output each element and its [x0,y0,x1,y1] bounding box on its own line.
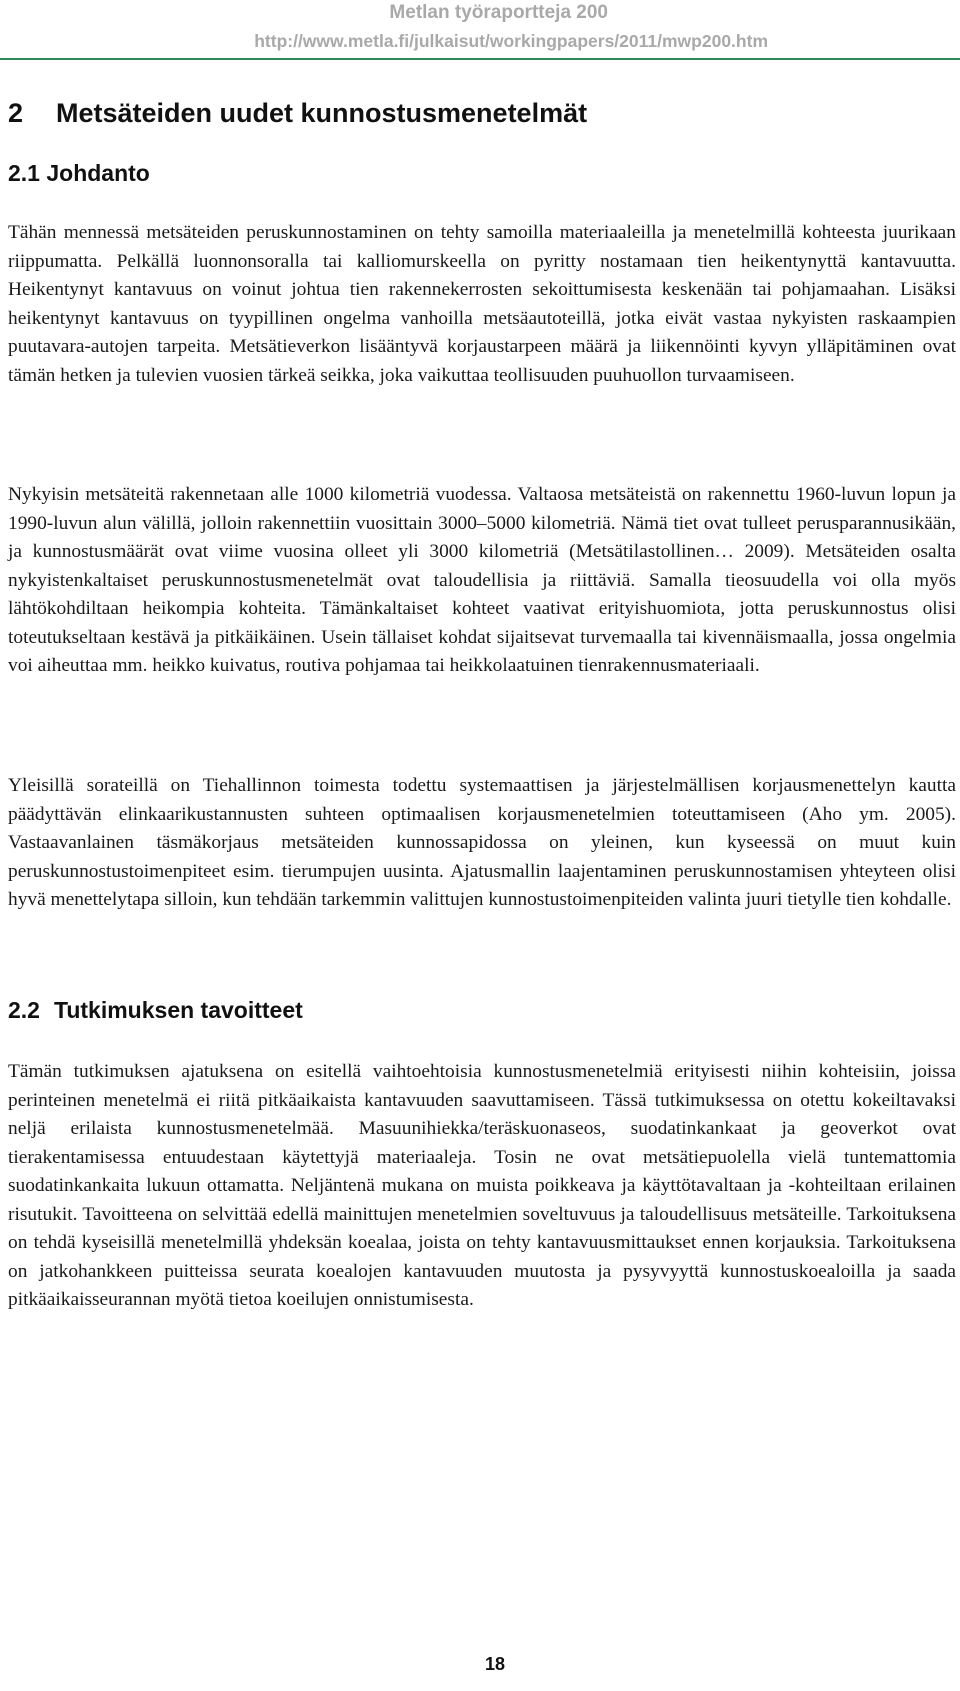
paragraph: Nykyisin metsäteitä rakennetaan alle 1000 kilometriä vuodessa. Valtaosa metsäteistä on rakennettu 1960-luvun lopun ja 1990-luvun alun välillä, jolloin rakennettiin vuosittain 3000–5000 kilometriä. Nämä tiet ovat tulleet perusparannusikään, ja kunnostusmäärät ovat viime vuosina olleet yli 3000 kilometriä (Metsätilastollinen… 2009). Metsäteiden osalta nykyistenkaltaiset peruskunnostusmenetelmät ovat taloudellisia ja riittäviä. Samalla tieosuudella voi olla myös lähtökohdiltaan heikompia kohteita. Tämänkaltaiset kohteet vaativat erityishuomiota, jotta peruskunnostus olisi toteutukseltaan kestävä ja pitkäikäinen. Usein tällaiset kohdat sijaitsevat turvemaalla tai kivennäismaalla, jossa ongelmia voi aiheuttaa mm. heikko kuivatus, routiva pohjamaa tai heikkolaatuinen tienrakennusmateriaali. [8,484,956,676]
page-number: 18 [484,1654,506,1674]
chapter-title: Metsäteiden uudet kunnostusmenetelmät [56,98,588,128]
paragraph: Tämän tutkimuksen ajatuksena on esitellä vaihtoehtoisia kunnostusmenetelmiä erityisesti niihin kohteisiin, joissa perinteinen menetelmä ei riitä pitkäaikaista kantavuuden saavuttamiseen. Tässä tutkimuksessa on otettu kokeiltavaksi neljä erilaista kunnostusmenetelmää. Masuunihiekka/teräskuonaseos, suodatinkankaat ja geoverkot ovat tierakentamisessa entuudestaan käytettyjä materiaaleja. Tosin ne ovat metsätiepuolella vielä tuntemattomia suodatinkankaita lukuun ottamatta. Neljäntenä mukana on muista poikkeava ja käyttötavaltaan ja -kohteiltaan erilainen risutukit. Tavoitteena on selvittää edellä mainittujen menetelmien soveltuvuus ja taloudellisuus metsäteille. Tarkoituksena on tehdä kyseisillä menetelmillä yhdeksän koealaa, joista on tehty kantavuusmittaukset ennen korjauksia. Tarkoituksena on jatkohankkeen puitteissa seurata koealojen kantavuuden muutosta ja pysyvyyttä kunnostuskoealoilla ja saada pitkäaikaisseurannan myötä tietoa koeilujen onnistumisesta. [8,1061,956,1310]
series-title: Metlan työraportteja 200 [389,2,608,23]
section-heading-johdanto: 2.1 Johdanto [8,160,150,186]
section-number: 2.2 [8,997,40,1023]
paragraph: Yleisillä sorateillä on Tiehallinnon toimesta todettu systemaattisen ja järjestelmällisen korjausmenettelyn kautta päädyttävän elinkaarikustannusten suhteen optimaalisen korjausmenetelmien toteuttamiseen (Aho ym. 2005). Vastaavanlainen täsmäkorjaus metsäteiden kunnossapidossa on yleinen, kun kyseessä on muut kuin peruskunnostustoimenpiteet esim. tierumpujen uusinta. Ajatusmallin laajentaminen peruskunnostamisen yhteyteen olisi hyvä menettelytapa silloin, kun tehdään tarkemmin valittujen kunnostustoimenpiteiden valinta juuri tietylle tien kohdalle. [8,775,956,910]
publication-url[interactable]: http://www.metla.fi/julkaisut/workingpapers/2011/mwp200.htm [254,31,768,51]
paragraph: Tähän mennessä metsäteiden peruskunnostaminen on tehty samoilla materiaaleilla ja menetelmillä kohteesta juurikaan riippumatta. Pelkällä luonnonsoralla tai kalliomurskeella on pyritty nostamaan tien heikentynyttä kantavuutta. Heikentynyt kantavuus on voinut johtua tien rakennekerrosten sekoittumisesta keskenään tai pohjamaahan. Lisäksi heikentynyt kantavuus on tyypillinen ongelma vanhoilla metsäautoteillä, jotka eivät vastaa nykyisten raskaampien puutavara-autojen tarpeita. Metsätieverkon lisääntyvä korjaustarpeen määrä ja liikennöinti kyvyn ylläpitäminen ovat tämän hetken ja tulevien vuosien tärkeä seikka, joka vaikuttaa teollisuuden puuhuollon turvaamiseen. [8,222,956,386]
chapter-number: 2 [8,98,24,128]
chapter-heading [8,98,587,129]
header-divider [0,58,960,60]
section-title: Tutkimuksen tavoitteet [54,997,303,1023]
section-heading-tavoitteet [8,997,303,1024]
